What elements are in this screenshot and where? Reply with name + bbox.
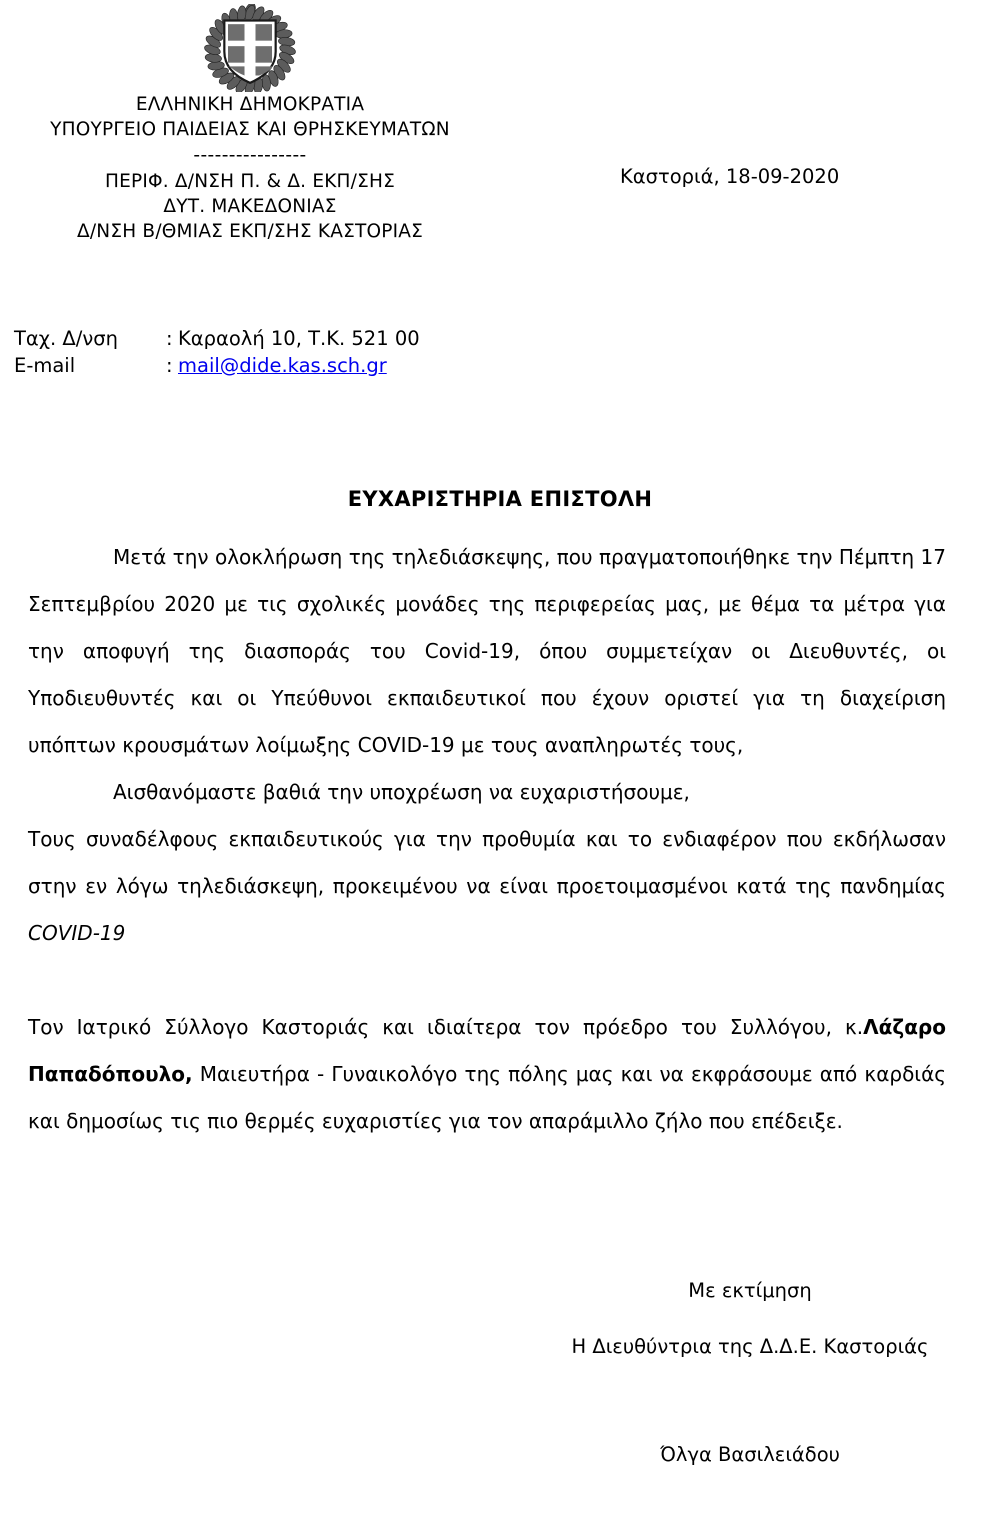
paragraph-colleagues-text: Τους συναδέλφους εκπαιδευτικούς για την προθυμία και το ενδιαφέρον που εκδήλωσαν στην εν λόγω τηλεδιάσκεψη, προκειμένου να είναι προετοιμασμένοι κατά της πανδημίας <box>28 827 946 898</box>
paragraph-medical-association-text-1: Τον Ιατρικό Σύλλογο Καστοριάς και ιδιαίτερα τον πρόεδρο του Συλλόγου, κ. <box>28 1015 864 1039</box>
email-label: E-mail <box>14 354 76 377</box>
contact-row-address <box>14 325 420 352</box>
paragraph-intro-text: Μετά την ολοκλήρωση της τηλεδιάσκεψης, που πραγματοποιήθηκε την Πέμπτη 17 Σεπτεμβρίου 2020 με τις σχολικές μονάδες της περιφερείας μας, με θέμα τα μέτρα για την αποφυγή της διασποράς του Covid-19, όπου συμμετείχαν οι Διευθυντές, οι Υποδιευθυντές και οι Υπεύθυνοι εκπαιδευτικοί που έχουν οριστεί για τη διαχείριση υπόπτων κρουσμάτων λοίμωξης COVID-19 με τους αναπληρωτές τους, <box>28 545 946 757</box>
emblem-container <box>0 0 500 92</box>
page-title: ΕΥΧΑΡΙΣΤΗΡΙΑ ΕΠΙΣΤΟΛΗ <box>347 487 653 511</box>
greek-republic-coat-of-arms-icon <box>204 4 296 92</box>
letterhead-line-west-macedonia: ΔΥΤ. ΜΑΚΕΔΟΝΙΑΣ <box>163 196 337 217</box>
email-link[interactable]: mail@dide.kas.sch.gr <box>178 354 387 377</box>
letterhead <box>0 0 500 244</box>
letterhead-line-republic: ΕΛΛΗΝΙΚΗ ΔΗΜΟΚΡΑΤΙΑ <box>135 94 365 115</box>
contact-row-email <box>14 352 420 379</box>
letterhead-line-kastoria-directorate: Δ/ΝΣΗ Β/ΘΜΙΑΣ ΕΚΠ/ΣΗΣ ΚΑΣΤΟΡΙΑΣ <box>77 221 423 242</box>
letterhead-line-ministry: ΥΠΟΥΡΓΕΙΟ ΠΑΙΔΕΙΑΣ ΚΑΙ ΘΡΗΣΚΕΥΜΑΤΩΝ <box>50 119 450 140</box>
paragraph-spacer <box>28 957 946 1004</box>
contact-info-block <box>14 325 420 379</box>
signature-role: Η Διευθύντρια της Δ.Δ.Ε. Καστοριάς <box>571 1335 929 1358</box>
signature-block <box>520 1278 980 1468</box>
address-colon: : <box>166 327 173 350</box>
president-name-bold: Λάζαρο Παπαδόπουλο, <box>28 1015 946 1086</box>
covid-italic-text: COVID-19 <box>28 921 126 945</box>
dateline: Καστοριά, 18-09-2020 <box>620 165 840 188</box>
letterhead-line-regional-directorate: ΠΕΡΙΦ. Δ/ΝΣΗ Π. & Δ. ΕΚΠ/ΣΗΣ <box>105 171 395 192</box>
paragraph-colleagues <box>28 816 946 957</box>
email-colon: : <box>166 354 173 377</box>
letter-body <box>28 534 946 1145</box>
address-label: Ταχ. Δ/νση <box>14 327 118 350</box>
paragraph-medical-association-text-2: Μαιευτήρα - Γυναικολόγο της πόλης μας και να εκφράσουμε από καρδιάς και δημοσίως τις πιο θερμές ευχαριστίες για τον απαράμιλλο ζήλο που επέδειξε. <box>28 1062 946 1133</box>
address-value: Καραολή 10, Τ.Κ. 521 00 <box>178 327 420 350</box>
letterhead-separator: ---------------- <box>193 145 307 166</box>
signature-closing: Με εκτίμηση <box>688 1279 812 1302</box>
signature-gap-2 <box>520 1360 980 1442</box>
paragraph-gratitude-lead <box>28 769 946 816</box>
paragraph-gratitude-lead-text: Αισθανόμαστε βαθιά την υποχρέωση να ευχαριστήσουμε, <box>113 780 690 804</box>
paragraph-intro <box>28 534 946 769</box>
signature-gap-1 <box>520 1304 980 1334</box>
paragraph-medical-association <box>28 1004 946 1145</box>
signature-name: Όλγα Βασιλειάδου <box>660 1443 840 1466</box>
